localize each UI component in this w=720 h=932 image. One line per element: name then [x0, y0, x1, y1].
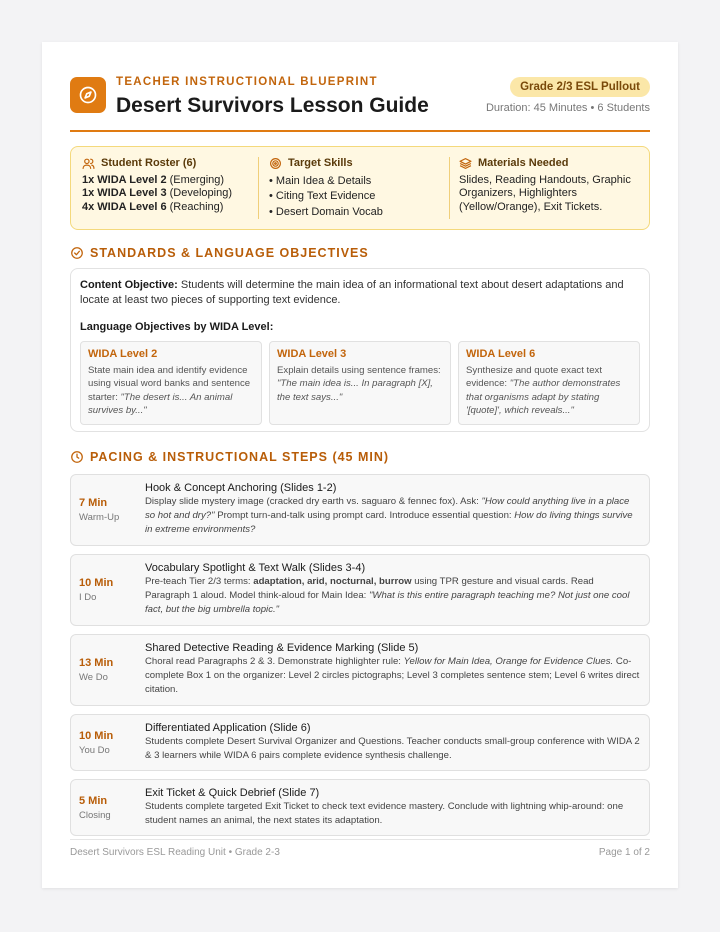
clock-icon [70, 450, 84, 464]
step-card [70, 554, 650, 626]
step-card [70, 779, 650, 836]
target-icon [269, 157, 282, 170]
step-phase: You Do [79, 744, 110, 756]
pacing-section-heading: PACING & INSTRUCTIONAL STEPS (45 MIN) [70, 448, 650, 466]
skill-item: • Citing Text Evidence [269, 190, 376, 202]
step-phase: Closing [79, 809, 111, 821]
summary-divider [258, 157, 259, 219]
content-objective: Content Objective: Students will determine the main idea of an informational text about desert adaptations and locate at least two pieces of supporting text evidence. [80, 279, 624, 306]
materials-text: Slides, Reading Handouts, Graphic Organizers, Highlighters (Yellow/Orange), Exit Tickets. [459, 173, 631, 213]
step-minutes: 10 Min [79, 577, 114, 589]
step-phase: I Do [79, 592, 97, 603]
wida-level-6-card: WIDA Level 6 Synthesize and quote exact text evidence: "The author demonstrates that organisms adapt by stating '[quote]', which reveals..." [458, 341, 640, 425]
student-roster [82, 157, 252, 214]
step-phase: We Do [79, 672, 108, 683]
step-card [70, 474, 650, 546]
step-minutes: 13 Min [79, 657, 114, 669]
step-title: Differentiated Application (Slide 6) [145, 722, 311, 734]
step-phase: Warm-Up [79, 512, 120, 523]
wida-level-3-card: WIDA Level 3 Explain details using sentence frames: "The main idea is... In paragraph [X], the text says..." [269, 341, 451, 425]
step-minutes: 7 Min [79, 497, 108, 509]
users-icon [82, 157, 95, 170]
roster-line: 1x WIDA Level 2 (Emerging) [82, 173, 225, 186]
step-title: Hook & Concept Anchoring (Slides 1-2) [145, 482, 337, 494]
standards-panel [70, 268, 650, 432]
standards-section-heading: STANDARDS & LANGUAGE OBJECTIVES [70, 244, 650, 262]
skills-heading: Target Skills [288, 157, 353, 169]
roster-line: 1x WIDA Level 3 (Developing) [82, 187, 232, 199]
compass-icon [70, 77, 106, 113]
grade-badge: Grade 2/3 ESL Pullout [510, 77, 650, 97]
step-minutes: 5 Min [79, 794, 108, 807]
summary-divider [449, 157, 450, 219]
footer-divider [70, 839, 650, 840]
step-description: Pre-teach Tier 2/3 terms: adaptation, arid, nocturnal, burrow using TPR gesture and visual cards. Read Paragraph 1 aloud. Model think-aloud for Main Idea: "What is this entire paragraph teaching me? Not just one cool fact, but the big umbrella topic." [145, 576, 630, 615]
skill-item: • Desert Domain Vocab [269, 205, 383, 218]
step-title: Exit Ticket & Quick Debrief (Slide 7) [145, 787, 320, 799]
materials-heading: Materials Needed [478, 157, 569, 169]
step-description: Choral read Paragraphs 2 & 3. Demonstrate highlighter rule: Yellow for Main Idea, Orange for Evidence Clues. Co-complete Box 1 on the organizer: Level 2 circles pictographs; Level 3 completes sentence stem; Level 6 writes direct citation. [145, 656, 640, 695]
language-objectives-heading: Language Objectives by WIDA Level: [80, 321, 274, 333]
header-divider [70, 130, 650, 132]
step-description: Students complete Desert Survival Organizer and Questions. Teacher conducts small-group conference with WIDA 2 & 3 learners while WIDA 6 pairs complete evidence synthesis challenge. [145, 736, 640, 761]
step-card [70, 714, 650, 771]
step-title: Vocabulary Spotlight & Text Walk (Slides 3-4) [145, 562, 366, 574]
step-minutes: 10 Min [79, 729, 114, 742]
check-circle-icon [70, 246, 84, 260]
page-title: Desert Survivors Lesson Guide [116, 94, 429, 117]
step-card [70, 634, 650, 706]
document-page [42, 42, 678, 888]
summary-panel [70, 146, 650, 230]
duration-text: Duration: 45 Minutes • 6 Students [485, 102, 650, 114]
materials-needed [459, 157, 644, 214]
step-description: Display slide mystery image (cracked dry earth vs. saguaro & fennec fox). Ask: "How could anything live in a place so hot and dry?" Prompt turn-and-talk using prompt card. Introduce essential question: How do living things survive in extreme environments? [145, 496, 633, 535]
page-number: Page 1 of 2 [598, 847, 650, 858]
skill-item: • Main Idea & Details [269, 174, 372, 187]
page-header [70, 70, 650, 130]
roster-line: 4x WIDA Level 6 (Reaching) [82, 200, 224, 213]
eyebrow-label: TEACHER INSTRUCTIONAL BLUEPRINT [116, 76, 378, 88]
roster-heading: Student Roster (6) [101, 157, 197, 169]
footer-unit-label: Desert Survivors ESL Reading Unit • Grade 2-3 [70, 847, 280, 858]
step-title: Shared Detective Reading & Evidence Marking (Slide 5) [145, 642, 419, 654]
step-description: Students complete targeted Exit Ticket to check text evidence mastery. Conclude with lightning whip-around: one student names an animal, the next states its adaptation. [145, 801, 624, 826]
wida-level-2-card: WIDA Level 2 State main idea and identify evidence using visual word banks and sentence starter: "The desert is... An animal survives by..." [80, 341, 262, 425]
target-skills [269, 157, 439, 220]
layers-icon [459, 157, 472, 170]
